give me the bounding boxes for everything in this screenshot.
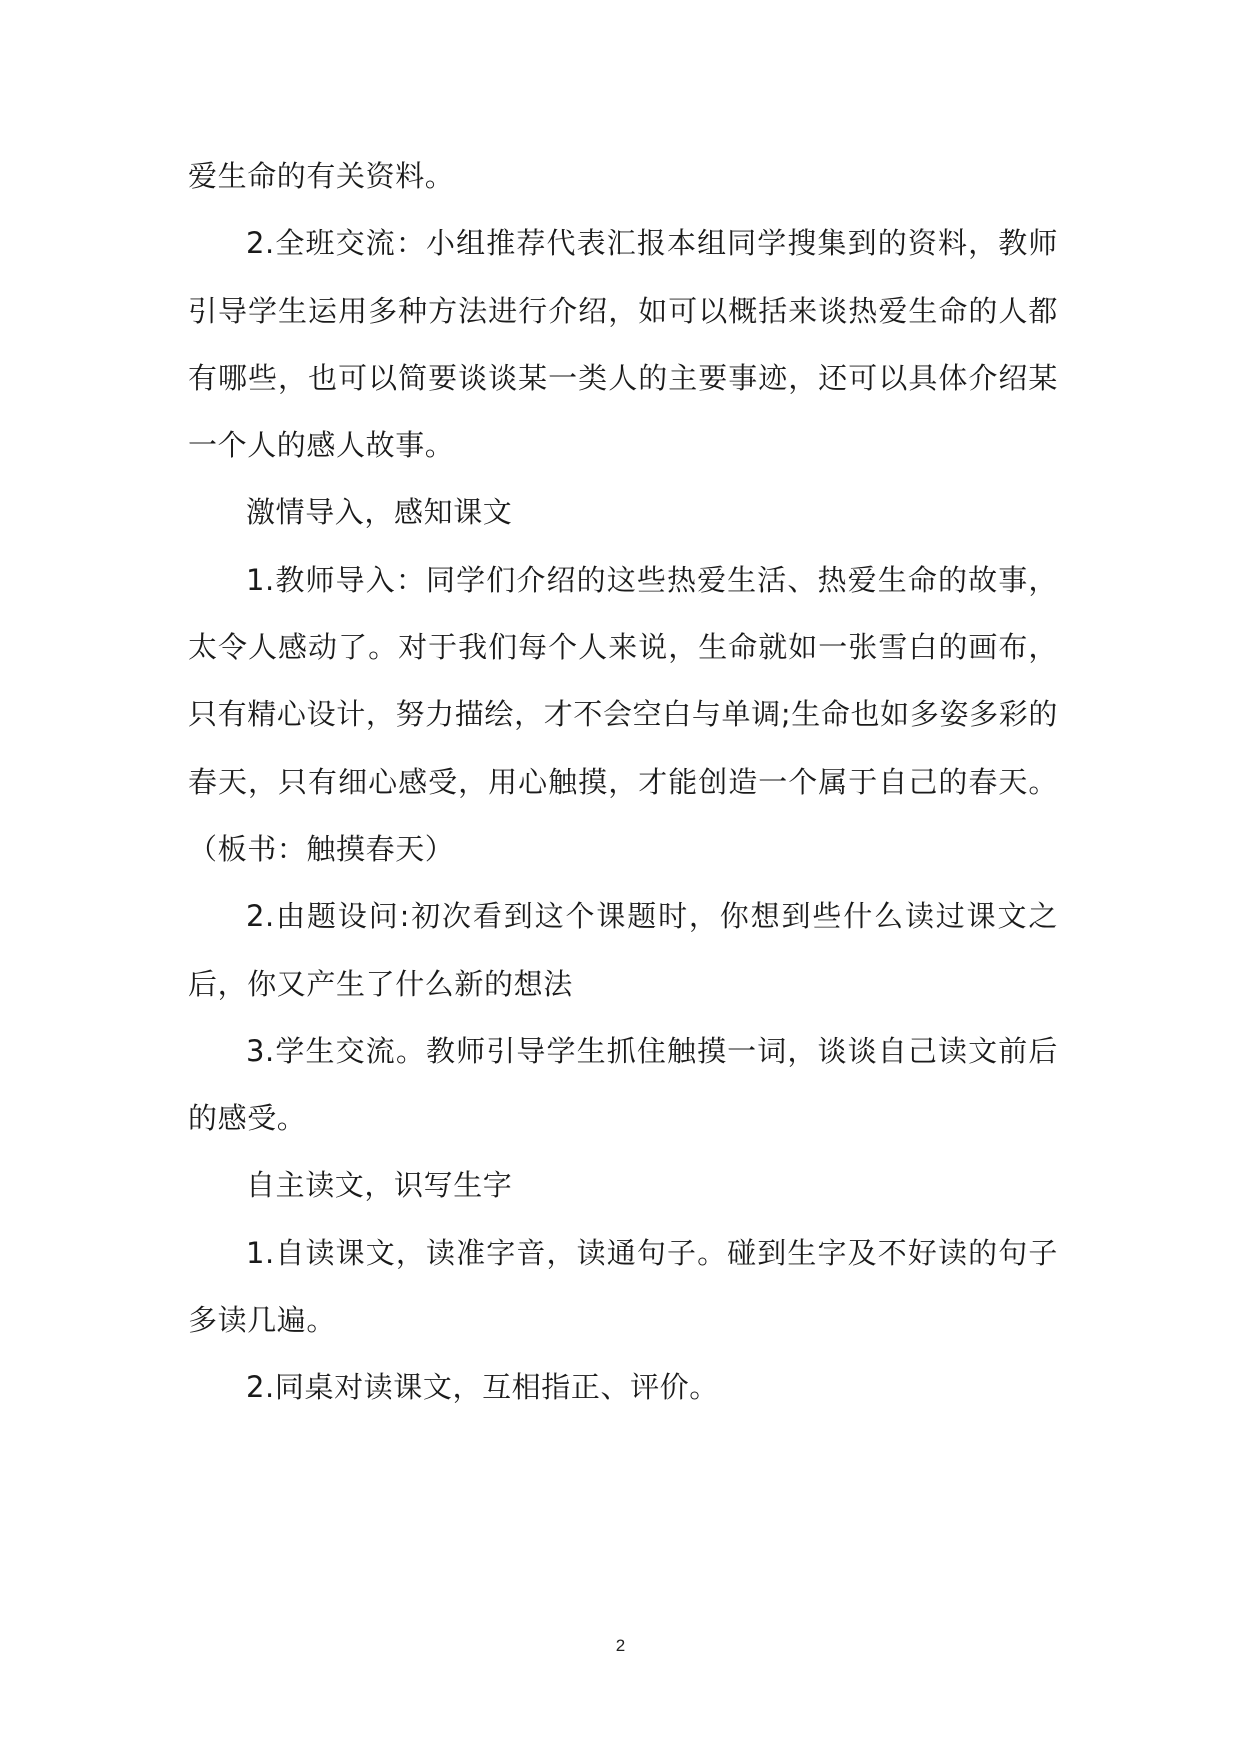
- paragraph-continuation: 爱生命的有关资料。: [188, 159, 455, 193]
- document-body: [188, 143, 1058, 1422]
- paragraph-class-exchange: 2.全班交流：小组推荐代表汇报本组同学搜集到的资料，教师引导学生运用多种方法进行介绍，如可以概括来谈热爱生命的人都有哪些，也可以简要谈谈某一类人的主要事迹，还可以具体介绍某一个人的感人故事。: [188, 226, 1058, 463]
- page-number: 2: [615, 1636, 626, 1655]
- paragraph-teacher-intro: 1.教师导入：同学们介绍的这些热爱生活、热爱生命的故事，太令人感动了。对于我们每个人来说，生命就如一张雪白的画布，只有精心设计，努力描绘，才不会空白与单调;生命也如多姿多彩的春天，只有细心感受，用心触摸，才能创造一个属于自己的春天。（板书：触摸春天）: [188, 562, 1058, 866]
- section-heading-reading: 自主读文，识写生字: [246, 1168, 513, 1203]
- paragraph-student-exchange: 3.学生交流。教师引导学生抓住触摸一词，谈谈自己读文前后的感受。: [188, 1033, 1058, 1136]
- paragraph-self-reading: 1.自读课文，读准字音，读通句子。碰到生字及不好读的句子多读几遍。: [188, 1235, 1058, 1338]
- paragraph-peer-reading: 2.同桌对读课文，互相指正、评价。: [246, 1370, 719, 1405]
- section-heading-intro: 激情导入，感知课文: [246, 495, 513, 530]
- paragraph-question: 2.由题设问:初次看到这个课题时，你想到些什么读过课文之后，你又产生了什么新的想法: [188, 899, 1058, 1001]
